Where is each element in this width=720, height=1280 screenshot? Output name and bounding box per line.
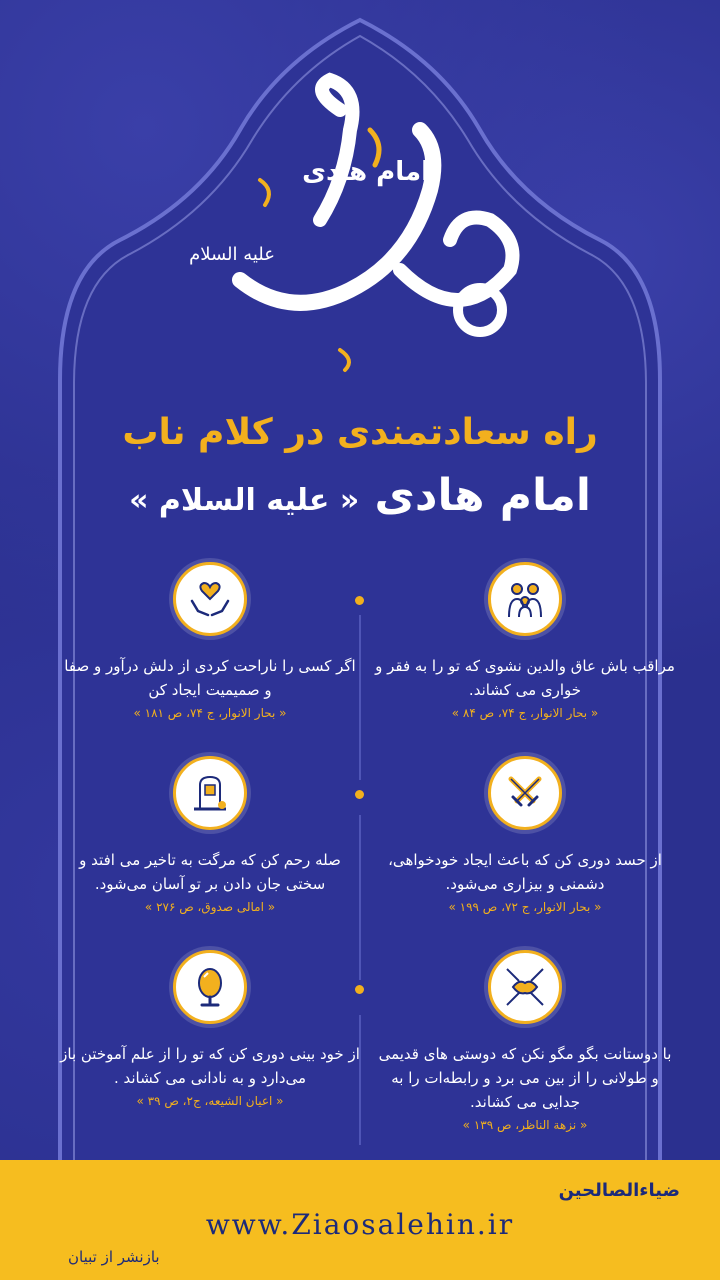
saying-source: « بحار الانوار، ج ۷۴، ص ۸۴ »: [451, 706, 599, 720]
footer-url[interactable]: www.Ziaosalehin.ir: [205, 1208, 515, 1241]
saying-card: [60, 756, 360, 914]
saying-source: « بحار الانوار، ج ۷۴، ص ۱۸۱ »: [133, 706, 287, 720]
saying-card: [60, 562, 360, 720]
family-icon: [488, 562, 562, 636]
saying-text: مراقب باش عاق والدین نشوی که تو را به فقر و خواری می کشاند.: [375, 657, 675, 699]
saying-text: صله رحم کن که مرگت به تاخیر می افتد و سختی جان دادن بر تو آسان می‌شود.: [79, 851, 341, 893]
mirror-icon: [173, 950, 247, 1024]
title-sub: « علیه السلام »: [129, 483, 360, 518]
saying-source: « امالی صدوق، ص ۲۷۶ »: [144, 900, 276, 914]
saying-text: با دوستانت بگو مگو نکن که دوستی های قدیمی و طولانی را از بین می برد و رابطه‌ات را به جدایی می کشاند.: [378, 1045, 672, 1111]
title-line1: راه سعادتمندی در کلام ناب: [122, 412, 598, 453]
saying-text: از خود بینی دوری کن که تو را از علم آموختن باز می‌دارد و به نادانی می کشاند .: [60, 1045, 360, 1087]
saying-text: از حسد دوری کن که باعث ایجاد خودخواهی، دشمنی و بیزاری می‌شود.: [388, 851, 662, 893]
grave-icon: [173, 756, 247, 830]
calligraphy-main: امام هادی: [302, 157, 430, 187]
saying-text: اگر کسی را ناراحت کردی از دلش درآور و صفا و صمیمیت ایجاد کن: [64, 657, 356, 699]
saying-source: « نزهة الناظر، ص ۱۳۹ »: [462, 1118, 588, 1132]
saying-card: [375, 562, 675, 720]
footer-credit: بازنشر از تبیان: [68, 1248, 160, 1266]
title-line2: [0, 470, 720, 521]
handshake-icon: [488, 950, 562, 1024]
saying-source: « اعیان الشیعه، ج۲، ص ۳۹ »: [136, 1094, 284, 1108]
calligraphy-blessing: علیه السلام: [189, 244, 275, 265]
title-main: امام هادی: [374, 470, 591, 521]
saying-source: « بحار الانوار، ج ۷۲، ص ۱۹۹ »: [448, 900, 602, 914]
saying-card: [375, 950, 675, 1132]
footer-brand: ضیاءالصالحین: [558, 1180, 680, 1201]
saying-card: [375, 756, 675, 914]
crossed-swords-icon: [488, 756, 562, 830]
calligraphy-logo: [189, 70, 530, 390]
heart-hands-icon: [173, 562, 247, 636]
saying-card: [60, 950, 360, 1108]
